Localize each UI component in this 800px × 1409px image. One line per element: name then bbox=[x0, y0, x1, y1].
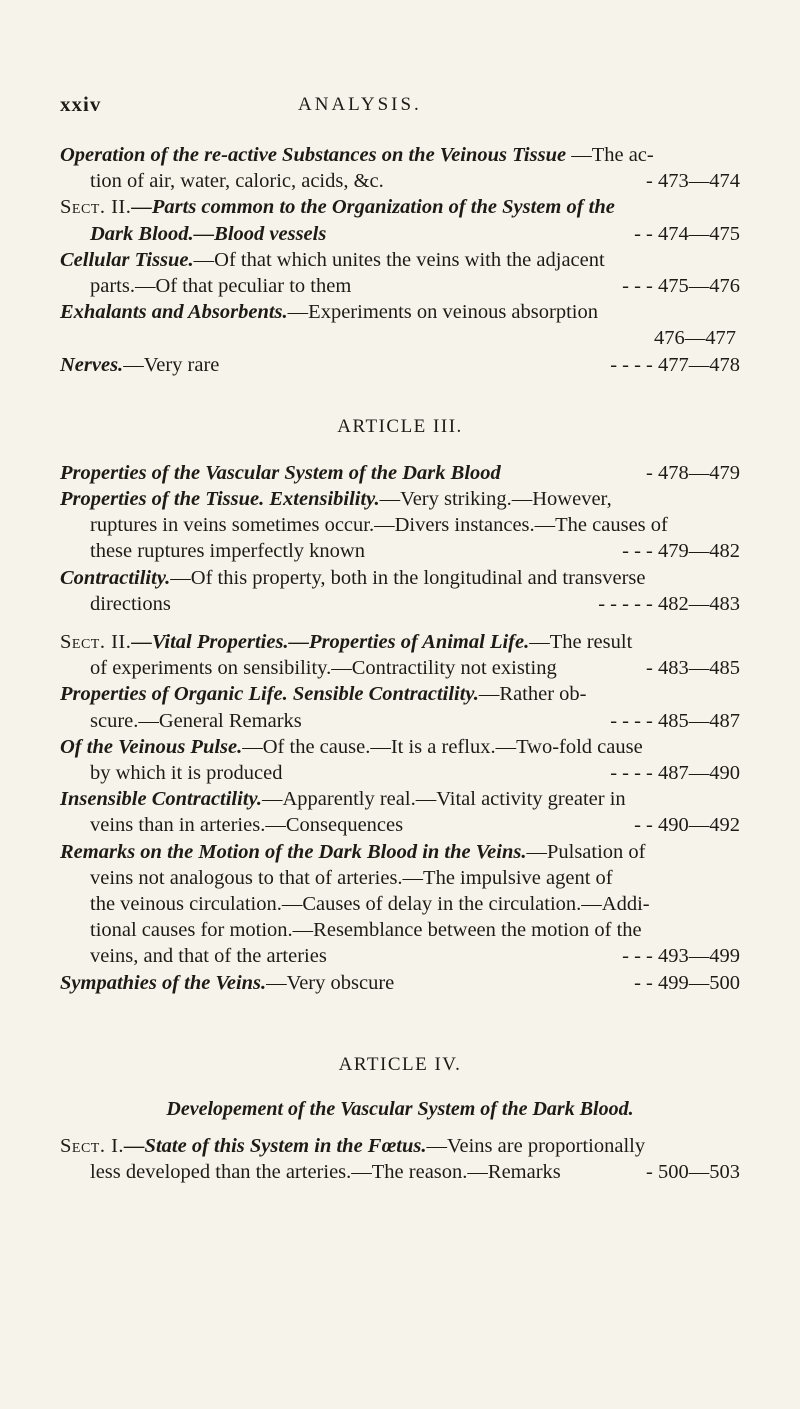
entry-extensibility bbox=[60, 486, 740, 565]
entry-line bbox=[60, 591, 740, 617]
entry-line bbox=[60, 734, 740, 760]
entry-text: directions bbox=[90, 592, 171, 615]
article-iv-heading: ARTICLE IV. bbox=[338, 1053, 462, 1075]
entry-exhalants bbox=[60, 299, 740, 351]
entry-heading: Remarks on the Motion of the Dark Blood in the Veins. bbox=[60, 840, 527, 863]
entry-text: —Experiments on veinous absorption bbox=[287, 301, 598, 324]
entry-text: —Very striking.—However, bbox=[379, 488, 612, 511]
entry-heading: —Parts common to the Organization of the System of the bbox=[131, 196, 615, 219]
page-range: - - 490—492 bbox=[634, 814, 740, 837]
entry-properties-vascular bbox=[60, 460, 740, 486]
entry-line bbox=[60, 708, 740, 734]
entry-foetus bbox=[60, 1133, 740, 1185]
entry-heading: Dark Blood.—Blood vessels bbox=[90, 222, 327, 245]
entry-heading: —Vital Properties.—Properties of Animal Life. bbox=[131, 631, 530, 654]
entry-line bbox=[60, 460, 740, 486]
entry-text: —The result bbox=[529, 631, 633, 654]
article-iii-heading: ARTICLE III. bbox=[337, 415, 463, 437]
entry-contractility bbox=[60, 565, 740, 617]
page-range: - - 499—500 bbox=[634, 971, 740, 994]
entry-heading: Properties of the Tissue. Extensibility. bbox=[60, 488, 380, 511]
entry-text: —Of this property, both in the longitudinal and transverse bbox=[170, 566, 646, 589]
entry-text: parts.—Of that peculiar to them bbox=[90, 275, 352, 298]
entry-line bbox=[60, 512, 740, 538]
entry-sympathies bbox=[60, 970, 740, 996]
entry-line bbox=[60, 943, 740, 969]
entry-veinous-pulse bbox=[60, 734, 740, 786]
entry-text: —Rather ob- bbox=[478, 683, 587, 706]
entry-heading: Properties of Organic Life. Sensible Contractility. bbox=[60, 683, 479, 706]
entry-heading: Cellular Tissue. bbox=[60, 248, 194, 271]
entry-text: —Very rare bbox=[123, 353, 220, 376]
entry-heading: Of the Veinous Pulse. bbox=[60, 735, 243, 758]
entry-text: by which it is produced bbox=[90, 762, 283, 785]
entry-line bbox=[60, 891, 740, 917]
page-range: 476—477 bbox=[654, 327, 736, 350]
entry-line bbox=[60, 970, 740, 996]
entry-line bbox=[60, 865, 740, 891]
entry-text: ruptures in veins sometimes occur.—Divers instances.—The causes of bbox=[90, 514, 668, 537]
entry-line bbox=[60, 325, 740, 351]
entry-nerves bbox=[60, 352, 740, 378]
entry-heading: Insensible Contractility. bbox=[60, 788, 262, 811]
entry-line bbox=[60, 273, 740, 299]
entry-line bbox=[60, 629, 740, 655]
entry-text: scure.—General Remarks bbox=[90, 709, 302, 732]
page-range: - - - - - 482—483 bbox=[598, 592, 740, 615]
page-range: - - - 475—476 bbox=[622, 275, 740, 298]
entry-line bbox=[60, 565, 740, 591]
page-header bbox=[60, 92, 740, 122]
entry-vital-properties bbox=[60, 629, 740, 681]
page-range: - - 474—475 bbox=[634, 222, 740, 245]
entry-text: —The ac- bbox=[566, 144, 654, 166]
entry-line bbox=[60, 1159, 740, 1185]
entry-line bbox=[60, 839, 740, 865]
entry-cellular-tissue bbox=[60, 247, 740, 299]
running-title: ANALYSIS. bbox=[298, 94, 422, 115]
page-range: - - - - 485—487 bbox=[610, 709, 740, 732]
entry-text: the veinous circulation.—Causes of delay in the circulation.—Addi- bbox=[90, 893, 650, 916]
entry-text: —Of the cause.—It is a reflux.—Two-fold cause bbox=[242, 735, 643, 758]
entry-text: veins than in arteries.—Consequences bbox=[90, 814, 404, 837]
entry-motion-dark-blood bbox=[60, 839, 740, 970]
entry-text: —Apparently real.—Vital activity greater in bbox=[262, 788, 626, 811]
analysis-body bbox=[60, 142, 740, 1185]
entry-line bbox=[60, 538, 740, 564]
entry-parts-common bbox=[60, 194, 740, 246]
page-range: - 483—485 bbox=[646, 657, 740, 680]
entry-reactive-substances bbox=[60, 142, 740, 194]
entry-text: —Of that which unites the veins with the adjacent bbox=[193, 248, 605, 271]
entry-text: veins not analogous to that of arteries.—The impulsive agent of bbox=[90, 866, 613, 889]
entry-heading: Sympathies of the Veins. bbox=[60, 971, 267, 994]
page-range: - - - 493—499 bbox=[622, 945, 740, 968]
entry-line bbox=[60, 299, 740, 325]
entry-line bbox=[60, 194, 740, 220]
entry-heading: Exhalants and Absorbents. bbox=[60, 301, 288, 324]
article-iv-subtitle: Developement of the Vascular System of the Dark Blood. bbox=[166, 1097, 634, 1120]
entry-line bbox=[60, 812, 740, 838]
entry-line bbox=[60, 786, 740, 812]
entry-text: tion of air, water, caloric, acids, &c. bbox=[90, 170, 384, 193]
entry-text: tional causes for motion.—Resemblance between the motion of the bbox=[90, 919, 642, 942]
entry-text: less developed than the arteries.—The reason.—Remarks bbox=[90, 1161, 561, 1184]
entry-text: —Veins are proportionally bbox=[426, 1134, 646, 1157]
entry-heading: Contractility. bbox=[60, 566, 171, 589]
entry-line bbox=[60, 681, 740, 707]
entry-heading: —State of this System in the Fœtus. bbox=[124, 1134, 427, 1157]
page-range: - - - - 477—478 bbox=[610, 353, 740, 376]
entry-text: —Very obscure bbox=[266, 971, 395, 994]
entry-text: —Pulsation of bbox=[526, 840, 646, 863]
entry-line bbox=[60, 760, 740, 786]
entry-line bbox=[60, 352, 740, 378]
page-range: - 473—474 bbox=[646, 170, 740, 193]
entry-line bbox=[60, 486, 740, 512]
entry-organic-life bbox=[60, 681, 740, 733]
entry-heading: Operation of the re-active Substances on the Veinous Tissue bbox=[60, 144, 567, 166]
entry-text: veins, and that of the arteries bbox=[90, 945, 327, 968]
entry-text: of experiments on sensibility.—Contractility not existing bbox=[90, 657, 557, 680]
entry-heading: Properties of the Vascular System of the Dark Blood bbox=[60, 461, 501, 484]
entry-line bbox=[60, 655, 740, 681]
page-range: - - - 479—482 bbox=[622, 540, 740, 563]
entry-line bbox=[60, 221, 740, 247]
entry-line bbox=[60, 142, 740, 168]
entry-heading: Nerves. bbox=[60, 353, 124, 376]
page-range: - - - - 487—490 bbox=[610, 762, 740, 785]
entry-line bbox=[60, 1133, 740, 1159]
page-range: - 478—479 bbox=[646, 461, 740, 484]
section-label: Sect. II. bbox=[60, 196, 132, 219]
entry-text: these ruptures imperfectly known bbox=[90, 540, 365, 563]
page-range: - 500—503 bbox=[646, 1161, 740, 1184]
entry-line bbox=[60, 917, 740, 943]
entry-line bbox=[60, 247, 740, 273]
page-number: xxiv bbox=[60, 92, 102, 116]
section-label: Sect. II. bbox=[60, 631, 132, 654]
entry-line bbox=[60, 168, 740, 194]
section-label: Sect. I. bbox=[60, 1134, 125, 1157]
entry-insensible-contractility bbox=[60, 786, 740, 838]
